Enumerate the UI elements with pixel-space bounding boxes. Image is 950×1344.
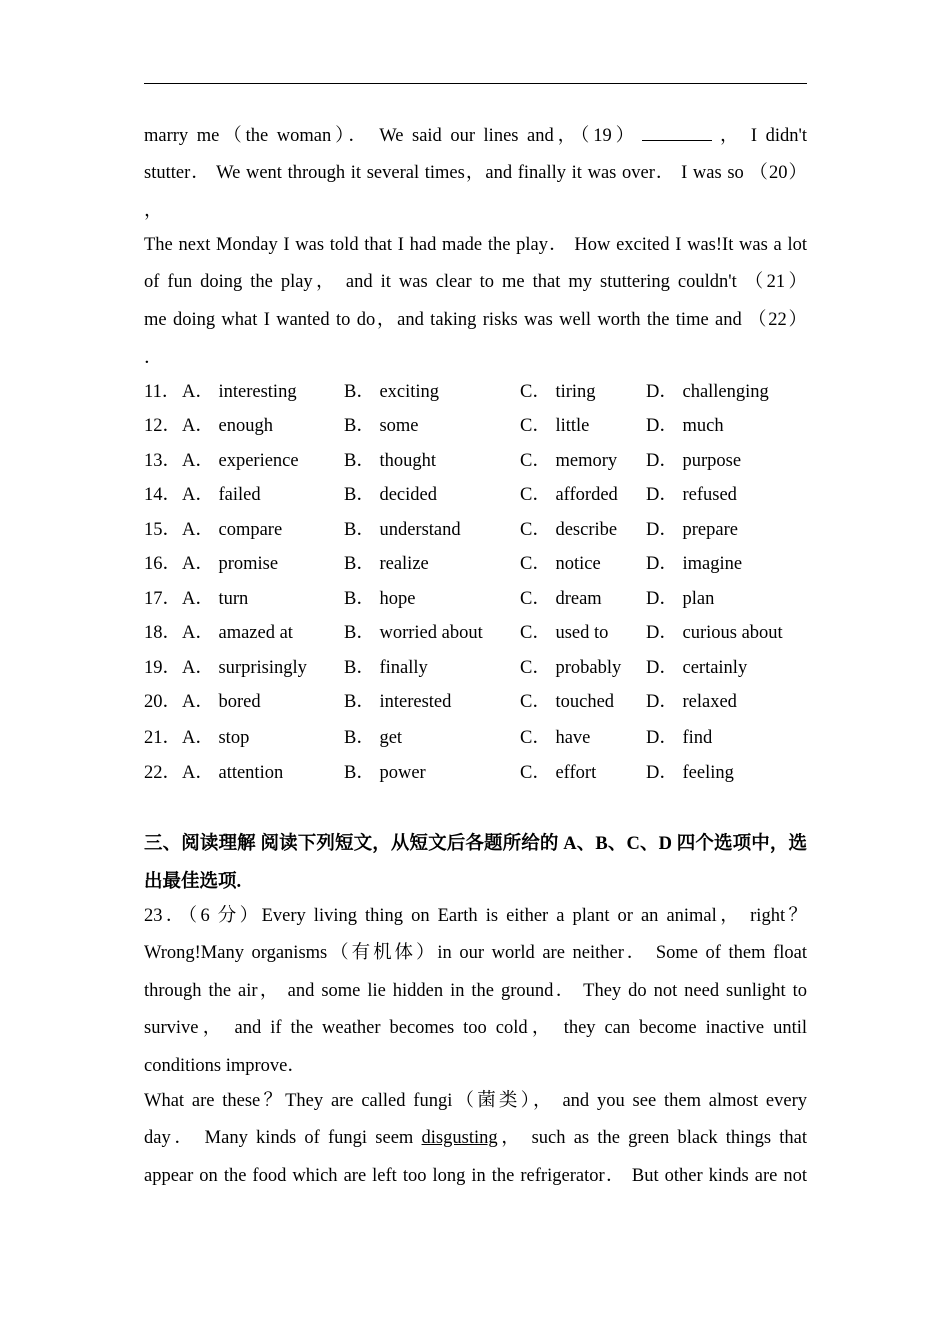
option-a: A． failed <box>182 485 261 505</box>
header-rule <box>144 83 807 84</box>
option-d: D． much <box>646 416 724 436</box>
question-number: 15． <box>144 520 182 540</box>
passage-b-line-5: conditions improve． <box>144 1056 306 1076</box>
option-b: B． understand <box>344 520 461 540</box>
question-row-22 <box>144 761 824 785</box>
option-d: D． plan <box>646 589 715 609</box>
option-d: D． prepare <box>646 520 738 540</box>
option-b: B． hope <box>344 589 416 609</box>
section-heading-line-1: 三、阅读理解 阅读下列短文，从短文后各题所给的 A、B、C、D 四个选项中，选 <box>144 834 807 854</box>
underlined-word: disgusting <box>421 1128 498 1148</box>
option-d: D． purpose <box>646 451 742 471</box>
passage-b-line-8: appear on the food which are left too long in the refrigerator． But other kinds are not <box>144 1166 807 1186</box>
option-d: D． relaxed <box>646 692 737 712</box>
option-a: A． promise <box>182 554 279 574</box>
option-a: A． interesting <box>182 382 297 402</box>
option-a: A． experience <box>182 451 299 471</box>
option-d: D． find <box>646 728 713 748</box>
question-row-20 <box>144 690 824 714</box>
question-number: 17． <box>144 589 182 609</box>
question-number: 14． <box>144 485 182 505</box>
section-heading-line-2: 出最佳选项. <box>144 872 242 892</box>
question-number: 16． <box>144 554 182 574</box>
question-row-16 <box>144 552 824 576</box>
question-row-13 <box>144 449 824 473</box>
passage-a-line-1 <box>144 124 807 148</box>
option-b: B． worried about <box>344 623 483 643</box>
option-d: D． feeling <box>646 763 734 783</box>
option-c: C． little <box>520 416 590 436</box>
question-row-14 <box>144 483 824 507</box>
question-row-19 <box>144 656 824 680</box>
option-c: C． tiring <box>520 382 596 402</box>
option-a: A． enough <box>182 416 273 436</box>
option-d: D． certainly <box>646 658 748 678</box>
option-a: A． surprisingly <box>182 658 307 678</box>
passage-b-line-3: through the air， and some lie hidden in the ground． They do not need sunlight to <box>144 981 807 1001</box>
passage-b-line-1: 23．（6 分）Every living thing on Earth is either a plant or an animal， right？ <box>144 906 807 926</box>
option-d: D． challenging <box>646 382 769 402</box>
answer-blank-19 <box>642 124 712 141</box>
option-b: B． thought <box>344 451 436 471</box>
option-b: B． realize <box>344 554 429 574</box>
question-row-15 <box>144 518 824 542</box>
option-c: C． probably <box>520 658 622 678</box>
question-number: 13． <box>144 451 182 471</box>
passage-a-line-5: of fun doing the play， and it was clear to me that my stuttering couldn't （21） <box>144 272 807 292</box>
option-c: C． afforded <box>520 485 618 505</box>
option-c: C． used to <box>520 623 609 643</box>
question-number: 20． <box>144 692 182 712</box>
passage-text: day． Many kinds of fungi seem <box>144 1128 422 1148</box>
option-b: B． some <box>344 416 419 436</box>
question-number: 19． <box>144 658 182 678</box>
question-number: 11． <box>144 382 181 402</box>
passage-text: marry me（the woman）． We said our lines and，（19） <box>144 126 639 146</box>
option-a: A． amazed at <box>182 623 293 643</box>
option-d: D． refused <box>646 485 737 505</box>
passage-b-line-2: Wrong!Many organisms（有机体）in our world are neither． Some of them float <box>144 943 807 963</box>
option-c: C． notice <box>520 554 601 574</box>
passage-b-line-6: What are these？They are called fungi（菌类）， and you see them almost every <box>144 1091 807 1111</box>
question-number: 12． <box>144 416 182 436</box>
option-a: A． attention <box>182 763 284 783</box>
option-a: A． bored <box>182 692 261 712</box>
passage-a-line-6: me doing what I wanted to do，and taking risks was well worth the time and （22） <box>144 310 807 330</box>
option-a: A． compare <box>182 520 283 540</box>
option-b: B． power <box>344 763 426 783</box>
question-row-18 <box>144 621 824 645</box>
question-number: 21． <box>144 728 182 748</box>
option-c: C． describe <box>520 520 618 540</box>
passage-b-line-4: survive， and if the weather becomes too cold， they can become inactive until <box>144 1018 807 1038</box>
question-row-12 <box>144 414 824 438</box>
passage-a-line-2: stutter． We went through it several times，and finally it was over． I was so （20） <box>144 163 807 183</box>
passage-b-line-7 <box>144 1126 807 1150</box>
option-a: A． turn <box>182 589 249 609</box>
option-d: D． imagine <box>646 554 743 574</box>
option-c: C． touched <box>520 692 615 712</box>
option-c: C． effort <box>520 763 597 783</box>
passage-a-line-3: ， <box>144 201 163 221</box>
question-row-21 <box>144 726 824 750</box>
question-number: 18． <box>144 623 182 643</box>
question-row-11 <box>144 380 824 404</box>
question-row-17 <box>144 587 824 611</box>
option-c: C． dream <box>520 589 602 609</box>
option-a: A． stop <box>182 728 250 748</box>
option-b: B． interested <box>344 692 452 712</box>
option-c: C． have <box>520 728 591 748</box>
passage-text: ， such as the green black things that <box>497 1128 807 1148</box>
option-d: D． curious about <box>646 623 783 643</box>
passage-a-line-4: The next Monday I was told that I had made the play． How excited I was!It was a lot <box>144 235 807 255</box>
question-number: 22． <box>144 763 182 783</box>
passage-text: ， I didn't <box>716 126 807 146</box>
option-b: B． get <box>344 728 403 748</box>
option-b: B． decided <box>344 485 437 505</box>
option-c: C． memory <box>520 451 618 471</box>
option-b: B． exciting <box>344 382 440 402</box>
passage-a-line-7: ． <box>144 348 163 368</box>
option-b: B． finally <box>344 658 428 678</box>
